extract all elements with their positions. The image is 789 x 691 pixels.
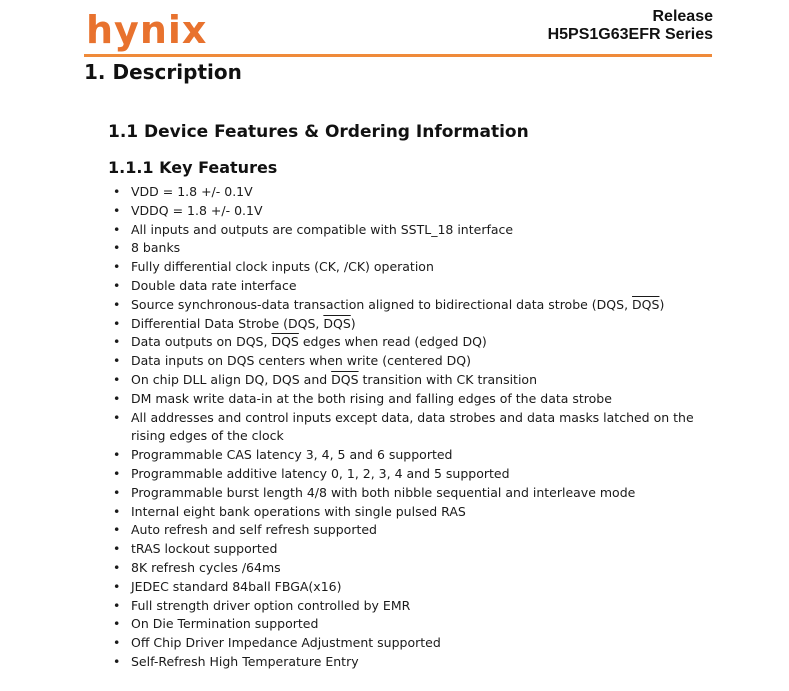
feature-text: VDD = 1.8 +/- 0.1V xyxy=(131,184,253,199)
feature-text: Double data rate interface xyxy=(131,277,297,293)
feature-text: Source synchronous-data transaction aligned to bidirectional data strobe (DQS, xyxy=(131,296,633,312)
bullet-icon: • xyxy=(113,465,121,481)
bullet-icon: • xyxy=(113,559,121,575)
feature-item xyxy=(113,277,713,296)
bullet-icon: • xyxy=(113,240,121,256)
bullet-icon: • xyxy=(113,541,121,557)
header-divider xyxy=(84,54,712,57)
feature-text: Full strength driver option controlled by EMR xyxy=(131,597,411,613)
feature-item xyxy=(113,390,713,409)
feature-item xyxy=(113,183,713,202)
release-label: Release xyxy=(652,8,713,25)
feature-item xyxy=(113,202,713,221)
subsection-title: 1.1 Device Features & Ordering Information xyxy=(108,122,529,142)
overlined-signal: $\overline{DQS}$ xyxy=(632,296,660,312)
bullet-icon: • xyxy=(113,447,121,463)
bullet-icon: • xyxy=(113,184,121,199)
feature-text: VDDQ = 1.8 +/- 0.1V xyxy=(131,202,263,218)
feature-text: JEDEC standard 84ball FBGA(x16) xyxy=(131,578,342,594)
feature-text: On Die Termination supported xyxy=(131,616,319,632)
feature-text: ) xyxy=(659,296,665,312)
bullet-icon: • xyxy=(113,653,121,669)
feature-item xyxy=(113,371,713,390)
feature-text: Programmable burst length 4/8 with both nibble sequential and interleave mode xyxy=(131,484,636,500)
feature-item xyxy=(113,352,713,371)
feature-item xyxy=(113,315,713,334)
feature-item xyxy=(113,258,713,277)
feature-item xyxy=(113,465,713,484)
feature-text: ) xyxy=(350,315,356,331)
bullet-icon: • xyxy=(113,221,121,237)
feature-text: 8K refresh cycles /64ms xyxy=(131,559,281,575)
section-title: 1. Description xyxy=(84,60,242,84)
bullet-icon: • xyxy=(113,353,121,369)
feature-text: Auto refresh and self refresh supported xyxy=(131,522,377,538)
bullet-icon: • xyxy=(113,635,121,651)
feature-text: All inputs and outputs are compatible with SSTL_18 interface xyxy=(131,221,514,237)
feature-text: Data inputs on DQS centers when write (centered DQ) xyxy=(131,353,471,369)
feature-item xyxy=(113,578,713,597)
bullet-icon: • xyxy=(113,296,121,312)
hynix-logo: hynix xyxy=(86,8,208,52)
feature-item xyxy=(113,540,713,559)
feature-text: Internal eight bank operations with single pulsed RAS xyxy=(131,503,466,519)
key-features-list xyxy=(113,183,713,672)
feature-item xyxy=(113,409,713,447)
bullet-icon: • xyxy=(113,522,121,538)
overlined-signal: $\overline{DQS}$ xyxy=(331,371,359,387)
bullet-icon: • xyxy=(113,315,121,331)
feature-text: Fully differential clock inputs (CK, /CK) operation xyxy=(131,259,434,275)
feature-item xyxy=(113,653,713,672)
feature-text: 8 banks xyxy=(131,240,181,256)
feature-text: Data outputs on DQS, xyxy=(131,334,272,350)
bullet-icon: • xyxy=(113,202,121,218)
bullet-icon: • xyxy=(113,259,121,275)
feature-text: Programmable additive latency 0, 1, 2, 3, 4 and 5 supported xyxy=(131,465,510,481)
feature-text: Programmable CAS latency 3, 4, 5 and 6 supported xyxy=(131,447,453,463)
feature-item xyxy=(113,503,713,522)
bullet-icon: • xyxy=(113,277,121,293)
feature-text: On chip DLL align DQ, DQS and xyxy=(131,371,332,387)
subsubsection-title: 1.1.1 Key Features xyxy=(108,158,278,177)
overlined-signal: $\overline{DQS}$ xyxy=(323,315,351,331)
feature-text: edges when read (edged DQ) xyxy=(298,334,487,350)
feature-item xyxy=(113,333,713,352)
feature-item xyxy=(113,615,713,634)
feature-item xyxy=(113,597,713,616)
feature-item xyxy=(113,634,713,653)
bullet-icon: • xyxy=(113,371,121,387)
bullet-icon: • xyxy=(113,484,121,500)
feature-text: Off Chip Driver Impedance Adjustment supported xyxy=(131,635,441,651)
feature-item xyxy=(113,296,713,315)
feature-item xyxy=(113,239,713,258)
bullet-icon: • xyxy=(113,390,121,406)
feature-text: Self-Refresh High Temperature Entry xyxy=(131,653,359,669)
feature-text: All addresses and control inputs except data, data strobes and data masks latched on the rising edges of the clock xyxy=(131,409,694,444)
feature-text: DM mask write data-in at the both rising and falling edges of the data strobe xyxy=(131,390,612,406)
feature-text: Differential Data Strobe (DQS, xyxy=(131,315,324,331)
bullet-icon: • xyxy=(113,616,121,632)
bullet-icon: • xyxy=(113,578,121,594)
document-header xyxy=(548,8,713,44)
bullet-icon: • xyxy=(113,597,121,613)
feature-item xyxy=(113,221,713,240)
feature-item xyxy=(113,446,713,465)
overlined-signal: $\overline{DQS}$ xyxy=(271,334,299,350)
feature-item xyxy=(113,521,713,540)
feature-item xyxy=(113,484,713,503)
feature-item xyxy=(113,559,713,578)
bullet-icon: • xyxy=(113,503,121,519)
part-series: H5PS1G63EFR Series xyxy=(547,26,713,43)
feature-text: tRAS lockout supported xyxy=(131,541,278,557)
feature-text: transition with CK transition xyxy=(358,371,538,387)
bullet-icon: • xyxy=(113,334,121,350)
bullet-icon: • xyxy=(113,409,121,425)
